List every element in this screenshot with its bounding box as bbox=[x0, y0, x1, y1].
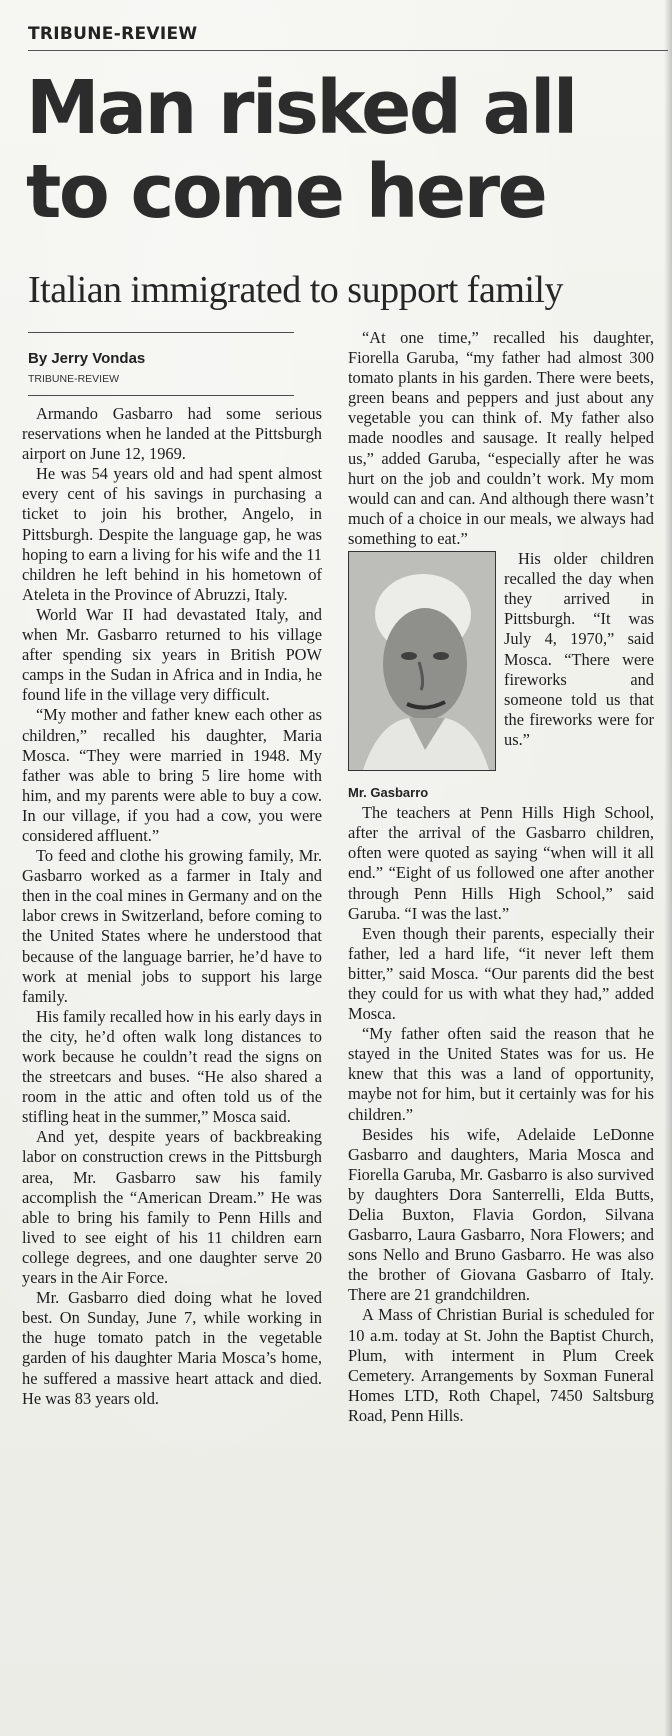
article-column-left bbox=[22, 404, 322, 1409]
byline-source: TRIBUNE-REVIEW bbox=[28, 373, 120, 385]
masthead: TRIBUNE-REVIEW bbox=[28, 24, 198, 44]
paragraph: Besides his wife, Adelaide LeDonne Gasbarro and daughters, Maria Mosca and Fiorella Garuba, Mr. Gasbarro is also survived by daughters Dora Santerrelli, Elda Butts, Delia Buxton, Flavia Gordon, Silvana Gasbarro, Laura Gasbarro, Nora Flowers; and sons Nello and Bruno Gasbarro. He was also the brother of Giovana Gasbarro of Italy. There are 21 grandchildren. bbox=[348, 1124, 654, 1305]
paragraph: He was 54 years old and had spent almost every cent of his savings in purchasing a ticket to join his brother, Angelo, in Pittsburgh. Despite the language gap, he was hoping to earn a living for his wife and the 11 children he left behind in his hometown of Ateleta in the Province of Abruzzi, Italy. bbox=[22, 464, 322, 604]
paragraph: Armando Gasbarro had some serious reservations when he landed at the Pittsburgh airport on June 12, 1969. bbox=[22, 404, 322, 464]
paragraph: The teachers at Penn Hills High School, after the arrival of the Gasbarro children, often were quoted as saying “when will it all end.” “Eight of us followed one after another through Penn Hills High School,” said Garuba. “I was the last.” bbox=[348, 803, 654, 923]
paragraph: His family recalled how in his early days in the city, he’d often walk long distances to work because he couldn’t read the signs on the streetcars and buses. “He also shared a room in the attic and often told us of the stifling heat in the summer,” Mosca said. bbox=[22, 1006, 322, 1127]
paragraph: And yet, despite years of backbreaking labor on construction crews in the Pittsburgh area, Mr. Gasbarro saw his family accomplish the “American Dream.” He was able to bring his family to Penn Hills and lived to see eight of his 11 children earn college degrees, and one daughter serve 20 years in the Air Force. bbox=[22, 1127, 322, 1288]
paragraph: “My father often said the reason that he stayed in the United States was for us. He knew that this was a land of opportunity, maybe not for him, but it certainly was for his children.” bbox=[348, 1024, 654, 1124]
headline-line-1: Man risked all bbox=[26, 65, 576, 151]
byline-bottom-rule bbox=[28, 395, 294, 396]
paragraph: Even though their parents, especially their father, led a hard life, “it never left them bitter,” said Mosca. “Our parents did the best they could for us with what they had,” added Mosca. bbox=[348, 923, 654, 1024]
paragraph: World War II had devastated Italy, and when Mr. Gasbarro returned to his village after spending six years in British POW camps in the Sudan in Africa and in India, he found life in the village very difficult. bbox=[22, 604, 322, 705]
subheadline: Italian immigrated to support family bbox=[28, 269, 563, 311]
byline-author: By Jerry Vondas bbox=[28, 350, 146, 367]
page-edge-shadow bbox=[664, 0, 672, 1736]
photo-caption: Mr. Gasbarro bbox=[348, 785, 429, 801]
paragraph: A Mass of Christian Burial is scheduled for 10 a.m. today at St. John the Baptist Church, Plum, with interment in Plum Creek Cemetery. Arrangements by Soxman Funeral Homes LTD, Roth Chapel, 7450 Saltsburg Road, Penn Hills. bbox=[348, 1305, 654, 1425]
headline bbox=[26, 66, 666, 234]
byline-top-rule bbox=[28, 332, 294, 333]
paragraph: “At one time,” recalled his daughter, Fiorella Garuba, “my father had almost 300 tomato plants in his garden. There were beets, green beans and peppers and just about any vegetable you can think of. My father also made noodles and sausage. It really helped us,” added Garuba, “especially after he was hurt on the job and couldn’t work. My mom would can and can. And although there wasn’t much of a choice in our meals, we always had something to eat.” bbox=[348, 328, 654, 548]
headline-line-2: to come here bbox=[26, 149, 546, 235]
paragraph: Mr. Gasbarro died doing what he loved best. On Sunday, June 7, while working in the huge tomato patch in the vegetable garden of his daughter Maria Mosca’s home, he suffered a massive heart attack and died. He was 83 years old. bbox=[22, 1288, 322, 1408]
paragraph: To feed and clothe his growing family, Mr. Gasbarro worked as a farmer in Italy and then in the coal mines in Germany and on the labor crews in Switzerland, before coming to the United States where he understood that because of the language barrier, he’d have to work at menial jobs to support his large family. bbox=[22, 846, 322, 1006]
article-column-right bbox=[348, 328, 654, 1426]
paragraph: His older children recalled the day when they arrived in Pittsburgh. “It was July 4, 1970,” said Mosca. “There were fireworks and someone told us that the fireworks were for us.” bbox=[504, 549, 654, 749]
paragraph: “My mother and father knew each other as children,” recalled his daughter, Maria Mosca. “They were married in 1948. My father was able to bring 5 lire home with him, and my parents were able to buy a cow. In our village, if you had a cow, you were considered affluent.” bbox=[22, 705, 322, 845]
photo-block bbox=[348, 549, 498, 803]
portrait-photo bbox=[348, 551, 496, 771]
masthead-rule bbox=[28, 50, 668, 51]
